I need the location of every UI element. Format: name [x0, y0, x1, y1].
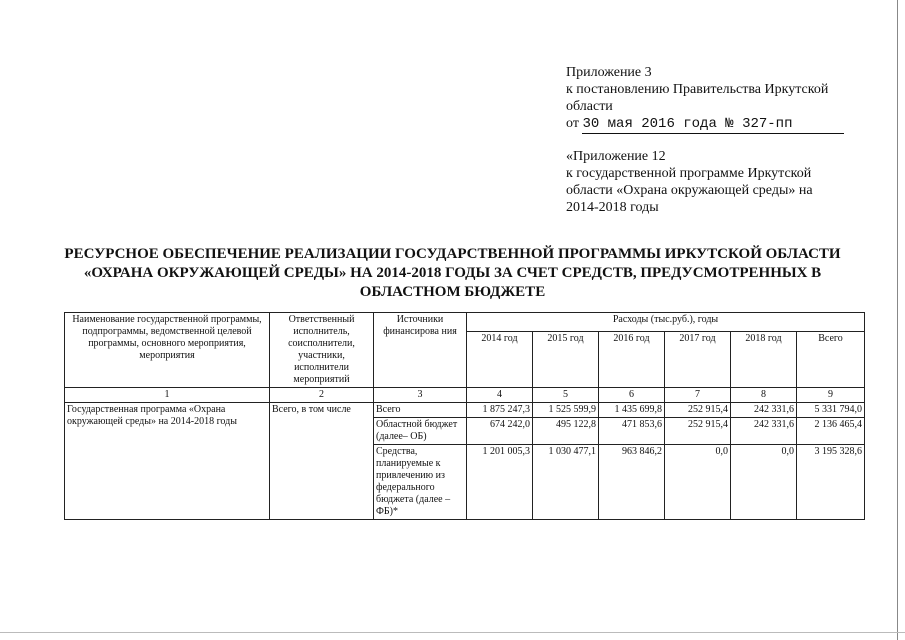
column-number: 6: [599, 388, 665, 403]
header-total: Всего: [797, 332, 865, 388]
date-prefix: от: [566, 116, 579, 131]
value-cell: 1 875 247,3: [467, 403, 533, 418]
column-number: 7: [665, 388, 731, 403]
appendix-3-header: [566, 64, 856, 134]
source-regional: Областной бюджет (далее– ОБ): [374, 418, 467, 445]
appendix-3-date-line: [566, 115, 856, 134]
value-cell: 674 242,0: [467, 418, 533, 445]
table-row-total: [65, 403, 865, 418]
value-cell: 242 331,6: [731, 403, 797, 418]
header-year-2018: 2018 год: [731, 332, 797, 388]
column-number: 3: [374, 388, 467, 403]
scan-edge-right: [897, 0, 898, 640]
header-year-2016: 2016 год: [599, 332, 665, 388]
column-number: 8: [731, 388, 797, 403]
appendix-3-line2: к постановлению Правительства Иркутской: [566, 82, 829, 97]
header-year-2017: 2017 год: [665, 332, 731, 388]
source-federal: Средства, планируемые к привлечению из федерального бюджета (далее – ФБ)*: [374, 445, 467, 520]
value-cell: 963 846,2: [599, 445, 665, 520]
header-executor: Ответственный исполнитель, соисполнители, участники, исполнители мероприятий: [270, 313, 374, 388]
document-title: [40, 245, 865, 302]
source-total: Всего: [374, 403, 467, 418]
column-number: 1: [65, 388, 270, 403]
value-cell: 471 853,6: [599, 418, 665, 445]
appendix-12-line4: 2014-2018 годы: [566, 200, 659, 215]
header-expenses: Расходы (тыс.руб.), годы: [467, 313, 865, 332]
appendix-12-line1: «Приложение 12: [566, 149, 666, 164]
header-sources: Источники финансирова ния: [374, 313, 467, 388]
header-year-2015: 2015 год: [533, 332, 599, 388]
value-cell: 3 195 328,6: [797, 445, 865, 520]
date-underline: [582, 116, 844, 134]
column-number: 5: [533, 388, 599, 403]
column-numbers-row: [65, 388, 865, 403]
value-cell: 1 525 599,9: [533, 403, 599, 418]
appendix-12-line3: области «Охрана окружающей среды» на: [566, 183, 813, 198]
value-cell: 495 122,8: [533, 418, 599, 445]
value-cell: 252 915,4: [665, 418, 731, 445]
appendix-12-header: [566, 148, 856, 216]
resolution-date: 30 мая 2016 года № 327-пп: [582, 116, 793, 132]
value-cell: 5 331 794,0: [797, 403, 865, 418]
appendix-12-line2: к государственной программе Иркутской: [566, 166, 812, 181]
title-line3: ОБЛАСТНОМ БЮДЖЕТЕ: [359, 284, 546, 300]
value-cell: 242 331,6: [731, 418, 797, 445]
scan-edge-bottom: [0, 632, 905, 633]
column-number: 9: [797, 388, 865, 403]
executor-value: Всего, в том числе: [270, 403, 374, 520]
title-line2: «ОХРАНА ОКРУЖАЮЩЕЙ СРЕДЫ» НА 2014-2018 ГОДЫ ЗА СЧЕТ СРЕДСТВ, ПРЕДУСМОТРЕННЫХ В: [83, 265, 822, 281]
value-cell: 252 915,4: [665, 403, 731, 418]
appendix-3-line1: Приложение 3: [566, 65, 652, 80]
value-cell: 2 136 465,4: [797, 418, 865, 445]
value-cell: 0,0: [665, 445, 731, 520]
header-year-2014: 2014 год: [467, 332, 533, 388]
appendix-3-line3: области: [566, 99, 613, 114]
title-line1: РЕСУРСНОЕ ОБЕСПЕЧЕНИЕ РЕАЛИЗАЦИИ ГОСУДАРСТВЕННОЙ ПРОГРАММЫ ИРКУТСКОЙ ОБЛАСТИ: [64, 246, 841, 262]
header-row-1: [65, 313, 865, 332]
value-cell: 0,0: [731, 445, 797, 520]
value-cell: 1 201 005,3: [467, 445, 533, 520]
column-number: 2: [270, 388, 374, 403]
program-name: Государственная программа «Охрана окружающей среды» на 2014-2018 годы: [65, 403, 270, 520]
value-cell: 1 030 477,1: [533, 445, 599, 520]
resource-table: [64, 312, 865, 520]
column-number: 4: [467, 388, 533, 403]
header-name: Наименование государственной программы, подпрограммы, ведомственной целевой программы, основного мероприятия, мероприятия: [65, 313, 270, 388]
value-cell: 1 435 699,8: [599, 403, 665, 418]
